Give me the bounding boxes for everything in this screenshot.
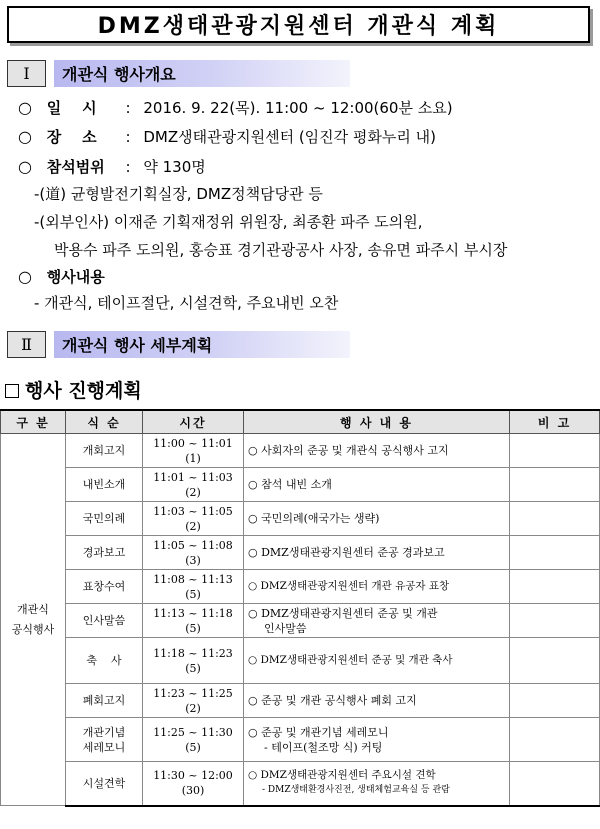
time-cell: 11:03 ~ 11:05 (2) xyxy=(143,502,244,536)
time-cell: 11:01 ~ 11:03 (2) xyxy=(143,468,244,502)
colon: : xyxy=(125,99,131,117)
table-row xyxy=(1,638,600,684)
table-row xyxy=(1,434,600,468)
overview-place xyxy=(18,127,436,147)
order-cell: 내빈소개 xyxy=(66,468,143,502)
table-row xyxy=(1,570,600,604)
content-cell: ○ 준공 및 개관 공식행사 폐회 고지 xyxy=(244,684,510,718)
order-cell: 국민의례 xyxy=(66,502,143,536)
content-cell: ○ DMZ생태관광지원센터 개관 유공자 표창 xyxy=(244,570,510,604)
place-value: DMZ생태관광지원센터 (임진각 평화누리 내) xyxy=(143,128,436,146)
table-row xyxy=(1,502,600,536)
note-cell xyxy=(510,468,600,502)
group-cell: 개관식 공식행사 xyxy=(1,434,66,806)
circle-bullet-icon: ○ xyxy=(18,157,32,176)
section-2-title: 개관식 행사 세부계획 xyxy=(54,331,350,358)
time-cell: 11:25 ~ 11:30 (5) xyxy=(143,718,244,762)
time-cell: 11:23 ~ 11:25 (2) xyxy=(143,684,244,718)
time-cell: 11:30 ~ 12:00 (30) xyxy=(143,762,244,806)
content-cell: ○ 준공 및 개관기념 세레모니 - 테이프(철조망 식) 커팅 xyxy=(244,718,510,762)
schedule-heading-text: 행사 진행계획 xyxy=(25,380,142,402)
content-cell: ○ DMZ생태관광지원센터 준공 경과보고 xyxy=(244,536,510,570)
header-note: 비 고 xyxy=(510,410,600,434)
attendance-value: 약 130명 xyxy=(143,158,206,176)
order-cell: 개관기념 세레모니 xyxy=(66,718,143,762)
table-row xyxy=(1,536,600,570)
attendance-external-2: 박용수 파주 도의원, 홍승표 경기관광공사 사장, 송유면 파주시 부시장 xyxy=(54,241,508,259)
header-gubun: 구 분 xyxy=(1,410,66,434)
circle-bullet-icon: ○ xyxy=(18,98,32,117)
table-header-row xyxy=(1,410,600,434)
time-cell: 11:08 ~ 11:13 (5) xyxy=(143,570,244,604)
content-cell: ○ 참석 내빈 소개 xyxy=(244,468,510,502)
attendance-province: -(道) 균형발전기획실장, DMZ정책담당관 등 xyxy=(34,185,323,203)
table-row xyxy=(1,762,600,806)
colon: : xyxy=(125,128,131,146)
order-cell: 폐회고지 xyxy=(66,684,143,718)
order-cell: 시설견학 xyxy=(66,762,143,806)
order-cell: 표창수여 xyxy=(66,570,143,604)
document-title-box xyxy=(7,6,590,43)
note-cell xyxy=(510,502,600,536)
content-cell: ○ DMZ생태관광지원센터 주요시설 견학 - DMZ생태환경사진전, 생태체험교육실 등 관람 xyxy=(244,762,510,806)
header-order: 식 순 xyxy=(66,410,143,434)
order-cell: 개회고지 xyxy=(66,434,143,468)
content-cell: ○ 사회자의 준공 및 개관식 공식행사 고지 xyxy=(244,434,510,468)
schedule-heading xyxy=(5,376,142,403)
table-row xyxy=(1,684,600,718)
note-cell xyxy=(510,434,600,468)
section-1-title: 개관식 행사개요 xyxy=(54,60,350,87)
note-cell xyxy=(510,718,600,762)
attendance-label: 참석범위 xyxy=(46,158,105,176)
note-cell xyxy=(510,762,600,806)
overview-date xyxy=(18,98,453,118)
section-2-header xyxy=(7,331,350,358)
overview-attendance xyxy=(18,157,206,177)
note-cell xyxy=(510,604,600,638)
order-cell: 축 사 xyxy=(66,638,143,684)
order-cell: 인사말씀 xyxy=(66,604,143,638)
time-cell: 11:05 ~ 11:08 (3) xyxy=(143,536,244,570)
content-items: - 개관식, 테이프절단, 시설견학, 주요내빈 오찬 xyxy=(34,294,339,312)
place-label: 장 소 xyxy=(46,128,97,146)
content-cell: ○ DMZ생태관광지원센터 준공 및 개관 인사말씀 xyxy=(244,604,510,638)
table-row xyxy=(1,468,600,502)
square-bullet-icon xyxy=(5,384,19,398)
note-cell xyxy=(510,638,600,684)
time-cell: 11:13 ~ 11:18 (5) xyxy=(143,604,244,638)
note-cell xyxy=(510,684,600,718)
circle-bullet-icon: ○ xyxy=(18,267,32,286)
section-1-header xyxy=(7,60,350,87)
time-cell: 11:18 ~ 11:23 (5) xyxy=(143,638,244,684)
table-row xyxy=(1,604,600,638)
header-content: 행 사 내 용 xyxy=(244,410,510,434)
schedule-table xyxy=(0,409,600,807)
note-cell xyxy=(510,536,600,570)
circle-bullet-icon: ○ xyxy=(18,127,32,146)
section-1-number: Ⅰ xyxy=(7,60,46,87)
time-cell: 11:00 ~ 11:01 (1) xyxy=(143,434,244,468)
content-cell: ○ 국민의례(애국가는 생략) xyxy=(244,502,510,536)
date-label: 일 시 xyxy=(46,99,97,117)
table-row xyxy=(1,718,600,762)
section-2-number: Ⅱ xyxy=(7,331,46,358)
date-value: 2016. 9. 22(목). 11:00 ~ 12:00(60분 소요) xyxy=(143,99,453,117)
content-label: 행사내용 xyxy=(46,268,105,286)
attendance-external-1: -(외부인사) 이재준 기획재정위 위원장, 최종환 파주 도의원, xyxy=(34,213,423,231)
content-cell: ○ DMZ생태관광지원센터 준공 및 개관 축사 xyxy=(244,638,510,684)
order-cell: 경과보고 xyxy=(66,536,143,570)
header-time: 시간 xyxy=(143,410,244,434)
note-cell xyxy=(510,570,600,604)
colon: : xyxy=(125,158,131,176)
document-title: DMZ생태관광지원센터 개관식 계획 xyxy=(97,14,500,39)
overview-content xyxy=(18,267,105,287)
